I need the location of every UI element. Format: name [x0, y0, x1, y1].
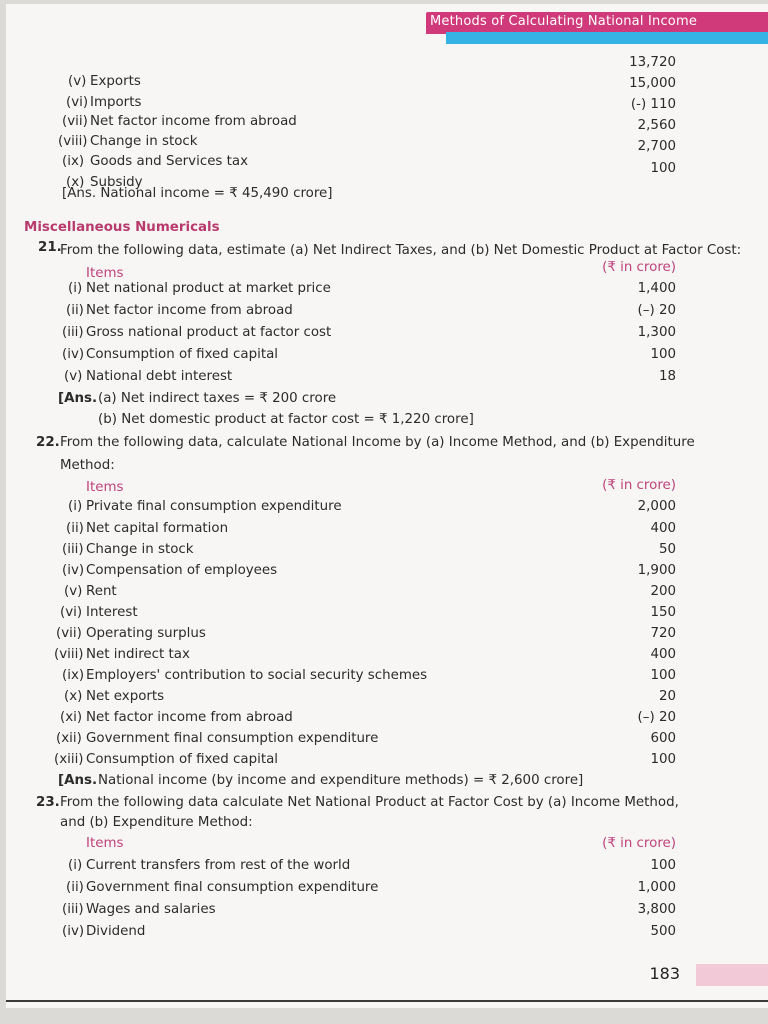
- item-label: Change in stock: [90, 134, 198, 149]
- answer-prefix: [Ans.: [58, 391, 98, 406]
- item-label: Imports: [90, 95, 142, 110]
- item-label: Interest: [86, 605, 138, 620]
- table-row: [6, 902, 768, 922]
- item-label: National debt interest: [86, 369, 233, 384]
- unit-label: (₹ in crore): [602, 478, 676, 493]
- question-number: 23.: [36, 795, 60, 810]
- item-number: (xiii): [54, 752, 84, 767]
- item-number: (iii): [62, 325, 84, 340]
- item-value: 720: [650, 626, 676, 641]
- footer-band: [696, 964, 768, 986]
- unit-label: (₹ in crore): [602, 836, 676, 851]
- answer-text: (a) Net indirect taxes = ₹ 200 crore: [98, 391, 337, 406]
- page-number: 183: [649, 964, 680, 983]
- table-row: [6, 542, 768, 562]
- item-value: 13,720: [629, 55, 676, 70]
- section-title: Miscellaneous Numericals: [24, 220, 220, 235]
- item-number: (vii): [56, 626, 82, 641]
- item-value: 200: [650, 584, 676, 599]
- item-value: 1,400: [637, 281, 676, 296]
- answer-line: [6, 391, 768, 411]
- item-value: 18: [658, 369, 676, 384]
- item-number: (iv): [62, 563, 85, 578]
- item-label: Net factor income from abroad: [86, 303, 293, 318]
- item-number: (xii): [56, 731, 82, 746]
- item-value: (–) 20: [637, 303, 676, 318]
- item-number: (i): [68, 499, 83, 514]
- item-label: Net national product at market price: [86, 281, 331, 296]
- item-value: 1,300: [637, 325, 676, 340]
- question-number: 22.: [36, 435, 60, 450]
- table-row: [6, 924, 768, 944]
- item-number: (iii): [62, 902, 84, 917]
- table-row: [6, 689, 768, 709]
- table-row: [6, 499, 768, 519]
- items-column-label: Items: [86, 836, 124, 851]
- items-column-label: Items: [86, 480, 124, 495]
- item-label: Private final consumption expenditure: [86, 499, 342, 514]
- item-value: 1,900: [637, 563, 676, 578]
- item-number: (ii): [66, 303, 84, 318]
- items-header-row: [6, 836, 768, 856]
- table-row: [6, 858, 768, 878]
- item-value: 600: [650, 731, 676, 746]
- item-number: (ii): [66, 880, 84, 895]
- item-number: (iv): [62, 924, 85, 939]
- question-text: and (b) Expenditure Method:: [60, 815, 253, 830]
- item-number: (viii): [54, 647, 84, 662]
- item-label: Employers' contribution to social security schemes: [86, 668, 428, 683]
- item-value: 400: [650, 647, 676, 662]
- item-number: (x): [64, 689, 83, 704]
- item-number: (ii): [66, 521, 84, 536]
- table-row: [6, 563, 768, 583]
- item-number: (i): [68, 858, 83, 873]
- item-number: (i): [68, 281, 83, 296]
- item-label: Net factor income from abroad: [86, 710, 293, 725]
- item-label: Goods and Services tax: [90, 154, 249, 169]
- item-number: (x): [66, 175, 85, 190]
- table-row: [6, 626, 768, 646]
- table-row: [6, 347, 768, 367]
- item-value: 100: [650, 161, 676, 176]
- item-value: (–) 20: [637, 710, 676, 725]
- table-row: [6, 605, 768, 625]
- item-value: 2,560: [637, 118, 676, 133]
- item-label: Subsidy: [90, 175, 143, 190]
- item-value: 500: [650, 924, 676, 939]
- question-text: From the following data, estimate (a) Net Indirect Taxes, and (b) Net Domestic Product at Factor Cost:: [60, 243, 742, 258]
- item-label: Net capital formation: [86, 521, 229, 536]
- textbook-page: [6, 4, 768, 1008]
- item-value: (-) 110: [630, 97, 676, 112]
- item-value: 2,700: [637, 139, 676, 154]
- answer-line: [6, 186, 768, 206]
- item-label: Government final consumption expenditure: [86, 880, 379, 895]
- item-number: (vi): [60, 605, 83, 620]
- page-content: [6, 4, 768, 1008]
- table-row: [6, 647, 768, 667]
- item-label: Compensation of employees: [86, 563, 278, 578]
- item-number: (vi): [66, 95, 89, 110]
- item-number: (v): [64, 369, 83, 384]
- answer-line: [6, 412, 768, 432]
- item-value: 50: [658, 542, 676, 557]
- item-number: (ix): [62, 154, 85, 169]
- table-row: [6, 752, 768, 772]
- question-text: From the following data, calculate National Income by (a) Income Method, and (b) Expenditure: [60, 435, 695, 450]
- running-header-title: Methods of Calculating National Income: [430, 14, 698, 29]
- table-row: [6, 325, 768, 345]
- table-row: [6, 710, 768, 730]
- item-label: Gross national product at factor cost: [86, 325, 332, 340]
- answer-line: [6, 773, 768, 793]
- question-text: From the following data calculate Net National Product at Factor Cost by (a) Income Method,: [60, 795, 679, 810]
- table-row: [6, 303, 768, 323]
- question-23: [6, 795, 768, 815]
- answer-prefix: [Ans.: [58, 773, 98, 788]
- item-value: 400: [650, 521, 676, 536]
- table-row: [6, 521, 768, 541]
- item-label: Net indirect tax: [86, 647, 190, 662]
- item-number: (vii): [62, 114, 88, 129]
- item-label: Operating surplus: [86, 626, 206, 641]
- item-label: Rent: [86, 584, 117, 599]
- table-row: [6, 281, 768, 301]
- item-number: (iv): [62, 347, 85, 362]
- item-value: 100: [650, 668, 676, 683]
- item-label: Change in stock: [86, 542, 194, 557]
- item-value: 15,000: [629, 76, 676, 91]
- question-text: Method:: [60, 458, 115, 473]
- item-value: 100: [650, 752, 676, 767]
- item-value: 3,800: [637, 902, 676, 917]
- item-number: (iii): [62, 542, 84, 557]
- item-value: 1,000: [637, 880, 676, 895]
- question-number: 21.: [38, 240, 62, 255]
- table-row: [6, 668, 768, 688]
- item-label: Dividend: [86, 924, 146, 939]
- item-label: Exports: [90, 74, 141, 89]
- item-value: 20: [658, 689, 676, 704]
- items-header-row: [6, 260, 768, 280]
- table-row: [6, 731, 768, 751]
- item-value: 100: [650, 347, 676, 362]
- table-row: [6, 369, 768, 389]
- item-number: (viii): [58, 134, 88, 149]
- question-23-cont: [6, 815, 768, 835]
- item-label: Government final consumption expenditure: [86, 731, 379, 746]
- item-value: 2,000: [637, 499, 676, 514]
- question-22-cont: [6, 458, 768, 478]
- item-label: Net factor income from abroad: [90, 114, 297, 129]
- answer-text: National income (by income and expenditure methods) = ₹ 2,600 crore]: [98, 773, 584, 788]
- item-number: (v): [64, 584, 83, 599]
- item-value: 100: [650, 858, 676, 873]
- table-row: [6, 880, 768, 900]
- item-number: (v): [68, 74, 87, 89]
- item-label: Consumption of fixed capital: [86, 347, 279, 362]
- item-label: Wages and salaries: [86, 902, 216, 917]
- items-column-label: Items: [86, 266, 124, 281]
- answer-text: (b) Net domestic product at factor cost = ₹ 1,220 crore]: [98, 412, 474, 427]
- question-21: [6, 240, 768, 260]
- items-header-row: [6, 478, 768, 498]
- item-value: 150: [650, 605, 676, 620]
- item-label: Consumption of fixed capital: [86, 752, 279, 767]
- footer-divider: [6, 1000, 768, 1002]
- item-label: Current transfers from rest of the world: [86, 858, 351, 873]
- item-label: Net exports: [86, 689, 165, 704]
- answer-text: [Ans. National income = ₹ 45,490 crore]: [62, 186, 333, 201]
- item-number: (ix): [62, 668, 85, 683]
- table-row: [6, 584, 768, 604]
- item-number: (xi): [60, 710, 83, 725]
- question-22: [6, 435, 768, 455]
- unit-label: (₹ in crore): [602, 260, 676, 275]
